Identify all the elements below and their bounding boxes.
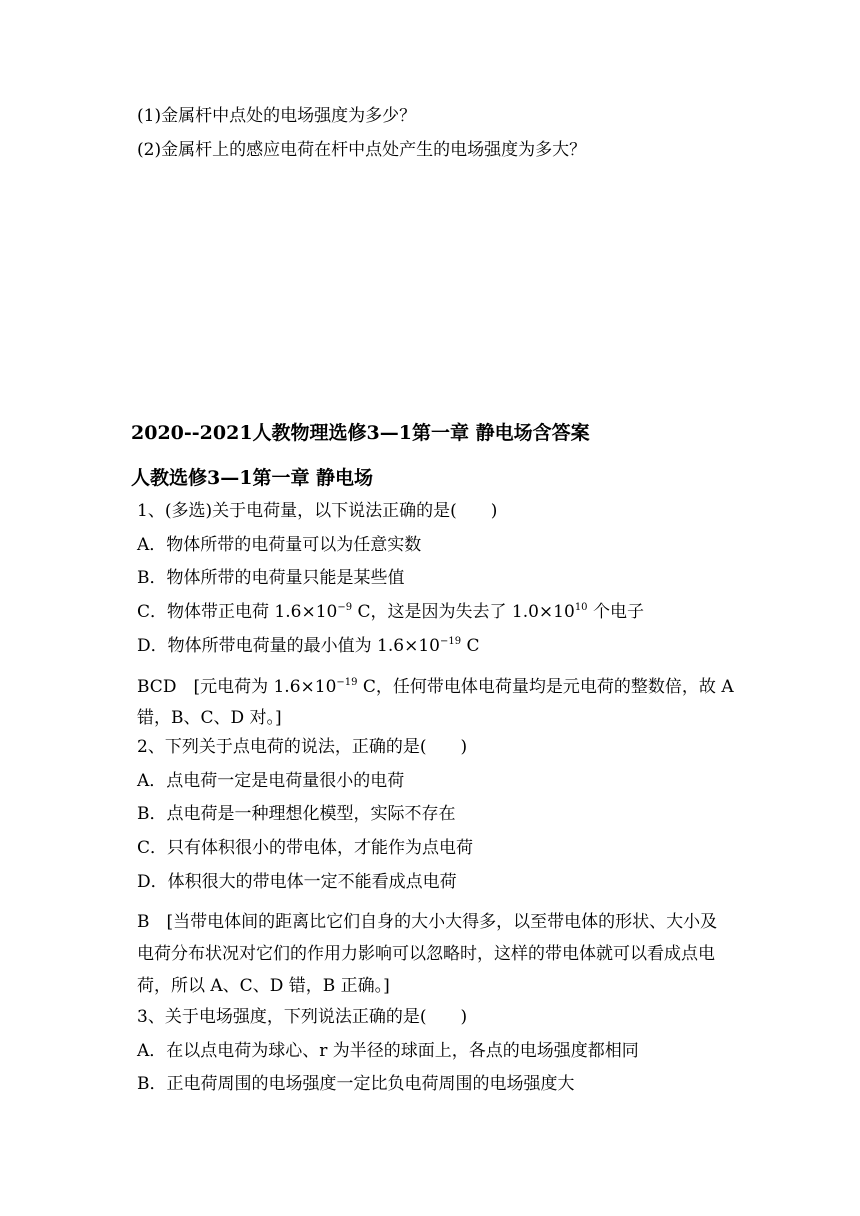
q3-stem: 3、关于电场强度，下列说法正确的是( ): [137, 1007, 468, 1027]
q1-option-b: B．物体所带的电荷量只能是某些值: [137, 568, 405, 588]
q1-answer-text: BCD [元电荷为 1.6×10: [137, 677, 337, 697]
q2-option-d: D．体积很大的带电体一定不能看成点电荷: [137, 872, 457, 892]
q1-option-c-exponent-2: 10: [574, 602, 588, 613]
q2-answer-line-1: B [当带电体间的距离比它们自身的大小大得多，以至带电体的形状、大小及: [137, 912, 718, 932]
prev-question-1: (1)金属杆中点处的电场强度为多少？: [137, 106, 417, 126]
q1-answer-exponent: −19: [336, 677, 358, 688]
q3-option-b: B．正电荷周围的电场强度一定比负电荷周围的电场强度大: [137, 1074, 575, 1094]
q2-option-a: A．点电荷一定是电荷量很小的电荷: [137, 771, 405, 791]
q1-answer-text-end: C，任何带电体电荷量均是元电荷的整数倍，故 A: [357, 677, 734, 697]
q1-stem: 1、(多选)关于电荷量，以下说法正确的是( ): [137, 501, 498, 521]
q2-stem: 2、下列关于点电荷的说法，正确的是( ): [137, 737, 468, 757]
q1-option-c-text-mid: C，这是因为失去了 1.0×10: [352, 602, 575, 622]
q1-option-c-text-end: 个电子: [587, 602, 644, 622]
q1-option-d-exponent: −19: [439, 636, 462, 647]
q2-answer-line-2: 电荷分布状况对它们的作用力影响可以忽略时，这样的带电体就可以看成点电: [137, 944, 715, 964]
q1-option-d-text-end: C: [461, 636, 480, 656]
q1-option-d: [137, 636, 479, 656]
q2-option-b: B．点电荷是一种理想化模型，实际不存在: [137, 804, 456, 824]
q1-option-c-text: C．物体带正电荷 1.6×10: [137, 602, 338, 622]
q1-answer-line-2: 错，B、C、D 对。]: [137, 708, 282, 728]
q3-option-a: A．在以点电荷为球心、r 为半径的球面上，各点的电场强度都相同: [137, 1041, 639, 1061]
document-title: 2020--2021人教物理选修3—1第一章 静电场含答案: [131, 422, 590, 444]
q2-answer-line-3: 荷，所以 A、C、D 错，B 正确。]: [137, 976, 390, 996]
q1-option-c: [137, 602, 644, 622]
q1-option-c-exponent-1: −9: [337, 602, 353, 613]
q1-option-d-text: D．物体所带电荷量的最小值为 1.6×10: [137, 636, 440, 656]
q2-option-c: C．只有体积很小的带电体，才能作为点电荷: [137, 838, 474, 858]
prev-question-2: (2)金属杆上的感应电荷在杆中点处产生的电场强度为多大？: [137, 140, 587, 160]
q1-option-a: A．物体所带的电荷量可以为任意实数: [137, 535, 422, 555]
section-title: 人教选修3—1第一章 静电场: [131, 467, 374, 489]
q1-answer: [137, 677, 734, 697]
